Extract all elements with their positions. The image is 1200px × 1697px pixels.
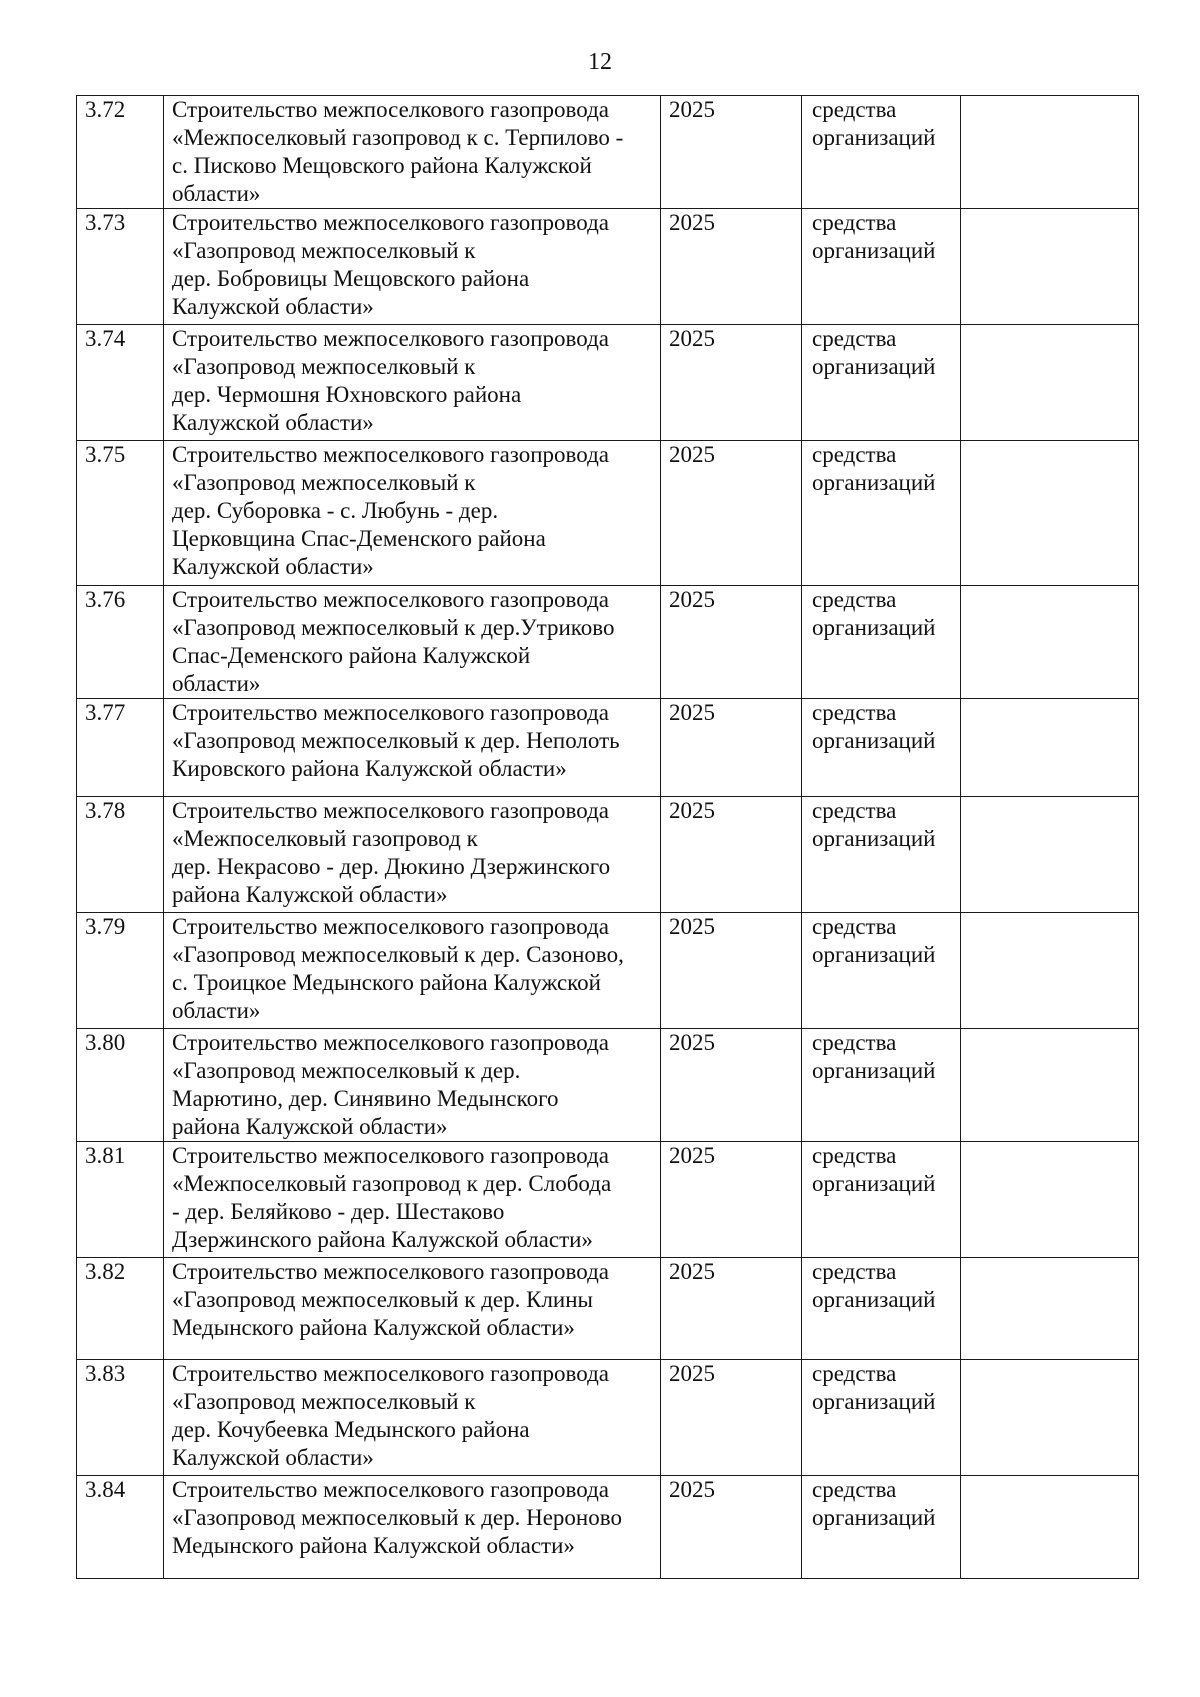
empty-cell [961,1476,1139,1579]
funding-source [802,1029,961,1142]
description-line: Строительство межпоселкового газопровода [172,1259,609,1284]
description-line: «Газопровод межпоселковый к [172,238,476,263]
description-line: «Межпоселковый газопровод к дер. Слобода [172,1171,612,1196]
funding-source-line: организаций [812,1389,936,1414]
description-line: Строительство межпоселкового газопровода [172,1030,609,1055]
project-description [164,325,661,441]
project-description [164,1476,661,1579]
description-line: Строительство межпоселкового газопровода [172,210,609,235]
description-line: «Газопровод межпоселковый к [172,354,476,379]
empty-cell [961,586,1139,699]
row-number: 3.81 [77,1142,164,1258]
row-number: 3.77 [77,699,164,797]
funding-source-line: организаций [812,125,936,150]
table-row [77,1476,1139,1579]
description-line: дер. Некрасово - дер. Дюкино Дзержинского [172,854,611,879]
funding-source [802,209,961,325]
description-line: Строительство межпоселкового газопровода [172,914,609,939]
row-number: 3.79 [77,913,164,1029]
description-line: «Газопровод межпоселковый к дер. [172,1058,521,1083]
description-line: Строительство межпоселкового газопровода [172,97,609,122]
project-description [164,1142,661,1258]
funding-source-line: организаций [812,470,936,495]
description-line: с. Троицкое Медынского района Калужской [172,970,601,995]
description-line: «Газопровод межпоселковый к дер.Утриково [172,615,615,640]
row-number: 3.72 [77,96,164,209]
description-line: Строительство межпоселкового газопровода [172,1361,609,1386]
description-line: Медынского района Калужской области» [172,1315,575,1340]
description-line: «Газопровод межпоселковый к дер. Сазоново, [172,942,624,967]
funding-source-line: средства [812,1030,897,1055]
description-line: «Межпоселковый газопровод к [172,826,478,851]
completion-year: 2025 [661,1360,802,1476]
table-row [77,441,1139,586]
project-description [164,699,661,797]
funding-source-line: средства [812,700,897,725]
funding-source-line: средства [812,326,897,351]
funding-source-line: средства [812,1259,897,1284]
row-number: 3.74 [77,325,164,441]
description-line: Калужской области» [172,554,374,579]
completion-year: 2025 [661,1258,802,1360]
project-description [164,441,661,586]
table-row [77,699,1139,797]
description-line: Строительство межпоселкового газопровода [172,587,609,612]
description-line: Марютино, дер. Синявино Медынского [172,1086,559,1111]
description-line: дер. Кочубеевка Медынского района [172,1417,530,1442]
table-row [77,1142,1139,1258]
empty-cell [961,1142,1139,1258]
table-row [77,586,1139,699]
empty-cell [961,1029,1139,1142]
funding-source-line: организаций [812,826,936,851]
description-line: Калужской области» [172,410,374,435]
empty-cell [961,96,1139,209]
description-line: Строительство межпоселкового газопровода [172,442,609,467]
completion-year: 2025 [661,913,802,1029]
description-line: Строительство межпоселкового газопровода [172,326,609,351]
row-number: 3.83 [77,1360,164,1476]
completion-year: 2025 [661,1029,802,1142]
funding-source-line: средства [812,97,897,122]
description-line: Строительство межпоселкового газопровода [172,700,609,725]
project-description [164,1029,661,1142]
project-description [164,209,661,325]
completion-year: 2025 [661,325,802,441]
funding-source [802,96,961,209]
description-line: области» [172,671,261,696]
funding-source-line: средства [812,1143,897,1168]
projects-table [76,95,1139,1579]
funding-source [802,913,961,1029]
description-line: «Газопровод межпоселковый к дер. Клины [172,1287,593,1312]
empty-cell [961,209,1139,325]
description-line: Дзержинского района Калужской области» [172,1227,593,1252]
project-description [164,1360,661,1476]
empty-cell [961,441,1139,586]
funding-source [802,1142,961,1258]
funding-source-line: организаций [812,1505,936,1530]
table-body [77,96,1139,1579]
completion-year: 2025 [661,797,802,913]
project-description [164,913,661,1029]
description-line: района Калужской области» [172,1114,448,1139]
funding-source-line: организаций [812,615,936,640]
description-line: области» [172,181,261,206]
table-row [77,1360,1139,1476]
project-description [164,96,661,209]
description-line: Строительство межпоселкового газопровода [172,1477,609,1502]
row-number: 3.84 [77,1476,164,1579]
completion-year: 2025 [661,441,802,586]
funding-source-line: организаций [812,942,936,967]
project-description [164,797,661,913]
description-line: с. Писково Мещовского района Калужской [172,153,592,178]
funding-source [802,586,961,699]
empty-cell [961,699,1139,797]
funding-source [802,1258,961,1360]
funding-source [802,699,961,797]
row-number: 3.73 [77,209,164,325]
funding-source-line: организаций [812,1287,936,1312]
description-line: дер. Суборовка - с. Любунь - дер. [172,498,499,523]
funding-source [802,325,961,441]
description-line: «Межпоселковый газопровод к с. Терпилово - [172,125,624,150]
completion-year: 2025 [661,699,802,797]
funding-source-line: организаций [812,1058,936,1083]
description-line: «Газопровод межпоселковый к дер. Неполоть [172,728,620,753]
funding-source [802,441,961,586]
completion-year: 2025 [661,96,802,209]
table-row [77,325,1139,441]
funding-source-line: организаций [812,238,936,263]
funding-source-line: организаций [812,728,936,753]
description-line: Медынского района Калужской области» [172,1533,575,1558]
funding-source-line: средства [812,210,897,235]
description-line: «Газопровод межпоселковый к дер. Нероново [172,1505,622,1530]
row-number: 3.82 [77,1258,164,1360]
funding-source [802,797,961,913]
empty-cell [961,913,1139,1029]
funding-source-line: организаций [812,354,936,379]
description-line: «Газопровод межпоселковый к [172,1389,476,1414]
empty-cell [961,797,1139,913]
description-line: Спас-Деменского района Калужской [172,643,531,668]
description-line: Церковщина Спас-Деменского района [172,526,546,551]
page-number: 12 [588,49,612,75]
empty-cell [961,1258,1139,1360]
description-line: района Калужской области» [172,882,448,907]
description-line: Строительство межпоселкового газопровода [172,1143,609,1168]
description-line: Калужской области» [172,294,374,319]
table-row [77,913,1139,1029]
project-description [164,586,661,699]
row-number: 3.76 [77,586,164,699]
description-line: - дер. Беляйково - дер. Шестаково [172,1199,505,1224]
funding-source [802,1360,961,1476]
table-row [77,1029,1139,1142]
row-number: 3.78 [77,797,164,913]
table-row [77,96,1139,209]
funding-source-line: средства [812,1477,897,1502]
funding-source-line: организаций [812,1171,936,1196]
funding-source-line: средства [812,587,897,612]
funding-source-line: средства [812,914,897,939]
table-row [77,797,1139,913]
row-number: 3.80 [77,1029,164,1142]
empty-cell [961,1360,1139,1476]
description-line: дер. Чермошня Юхновского района [172,382,522,407]
description-line: Строительство межпоселкового газопровода [172,798,609,823]
project-description [164,1258,661,1360]
funding-source-line: средства [812,442,897,467]
empty-cell [961,325,1139,441]
funding-source-line: средства [812,798,897,823]
description-line: области» [172,998,261,1023]
description-line: «Газопровод межпоселковый к [172,470,476,495]
completion-year: 2025 [661,586,802,699]
row-number: 3.75 [77,441,164,586]
completion-year: 2025 [661,209,802,325]
description-line: Калужской области» [172,1445,374,1470]
completion-year: 2025 [661,1476,802,1579]
completion-year: 2025 [661,1142,802,1258]
description-line: дер. Бобровицы Мещовского района [172,266,530,291]
funding-source [802,1476,961,1579]
table-row [77,1258,1139,1360]
table-row [77,209,1139,325]
funding-source-line: средства [812,1361,897,1386]
description-line: Кировского района Калужской области» [172,756,567,781]
